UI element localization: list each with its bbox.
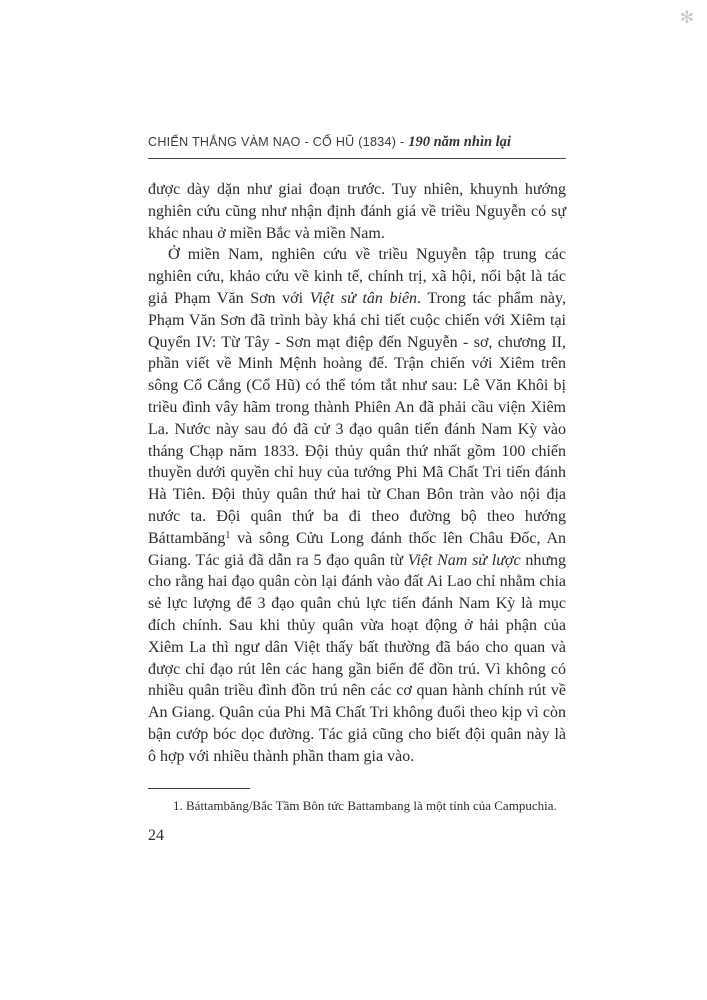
running-header [148,133,566,159]
book-title-italic: Việt Nam sử lược [407,551,521,569]
paragraph-main [148,244,566,767]
footnote-separator [148,788,250,789]
text-segment: nhưng cho rằng hai đạo quân còn lại đánh vào đất Ai Lao chỉ nhằm chia sẻ lực lượng để 3 đạo quân chủ lực tiến đánh Nam Kỳ là mục đích chính. Sau khi thủy quân vừa hoạt động ở hải phận của Xiêm La thì ngư dân Việt thấy bất thường đã báo cho quan và được chỉ đạo rút lên các hang gần biển để đồn trú. Vì không có nhiều quân triều đình đồn trú nên các cơ quan hành chính rút về An Giang. Quân của Phi Mã Chất Tri không đuổi theo kịp vì còn bận cướp bóc dọc đường. Tác giả cũng cho biết đội quân này là ô hợp với nhiều thành phần tham gia vào. [148,551,566,765]
book-title-italic: Việt sử tân biên [309,289,418,307]
page-number: 24 [148,827,164,844]
paragraph-continuation: được dày dặn như giai đoạn trước. Tuy nhiên, khuynh hướng nghiên cứu cũng như nhận định đánh giá về triều Nguyễn có sự khác nhau ở miền Bắc và miền Nam. [148,181,566,242]
running-header-subtitle: 190 năm nhìn lại [408,134,511,150]
footnote-reference: 1 [225,529,231,541]
flower-icon: ✻ [679,8,694,28]
text-segment: . Trong tác phẩm này, Phạm Văn Sơn đã trình bày khá chi tiết cuộc chiến với Xiêm tại Quyển IV: Từ Tây - Sơn mạt điệp đến Nguyễn - sơ, chương II, phần viết về Minh Mệnh hoàng đế. Trận chiến với Xiêm trên sông Cổ Cắng (Cổ Hũ) có thể tóm tắt như sau: Lê Văn Khôi bị triều đình vây hãm trong thành Phiên An đã phải cầu viện Xiêm La. Nước này sau đó đã cử 3 đạo quân tiến đánh Nam Kỳ vào tháng Chạp năm 1833. Đội thủy quân thứ nhất gồm 100 chiến thuyền dưới quyền chỉ huy của tướng Phi Mã Chất Tri tiến đánh Hà Tiên. Đội thủy quân thứ hai từ Chan Bôn tràn vào nội địa nước ta. Đội quân thứ ba đi theo đường bộ theo hướng Báttambăng [148,289,566,547]
text-segment: Ở miền Nam, nghiên cứu về triều Nguyễn tập trung các nghiên cứu, khảo cứu về kinh tế, chính trị, xã hội, nổi bật là tác giả Phạm Văn Sơn với [148,246,566,307]
body-text [148,179,566,768]
footnote: 1. Báttambăng/Bắc Tầm Bôn tức Battambang là một tỉnh của Campuchia. [173,798,557,813]
text-segment: và sông Cửu Long đánh thốc lên Châu Đốc, An Giang. Tác giả đã dẫn ra 5 đạo quân từ [148,529,566,569]
running-header-title: CHIẾN THẮNG VÀM NAO - CỔ HŨ (1834) - [148,135,409,149]
